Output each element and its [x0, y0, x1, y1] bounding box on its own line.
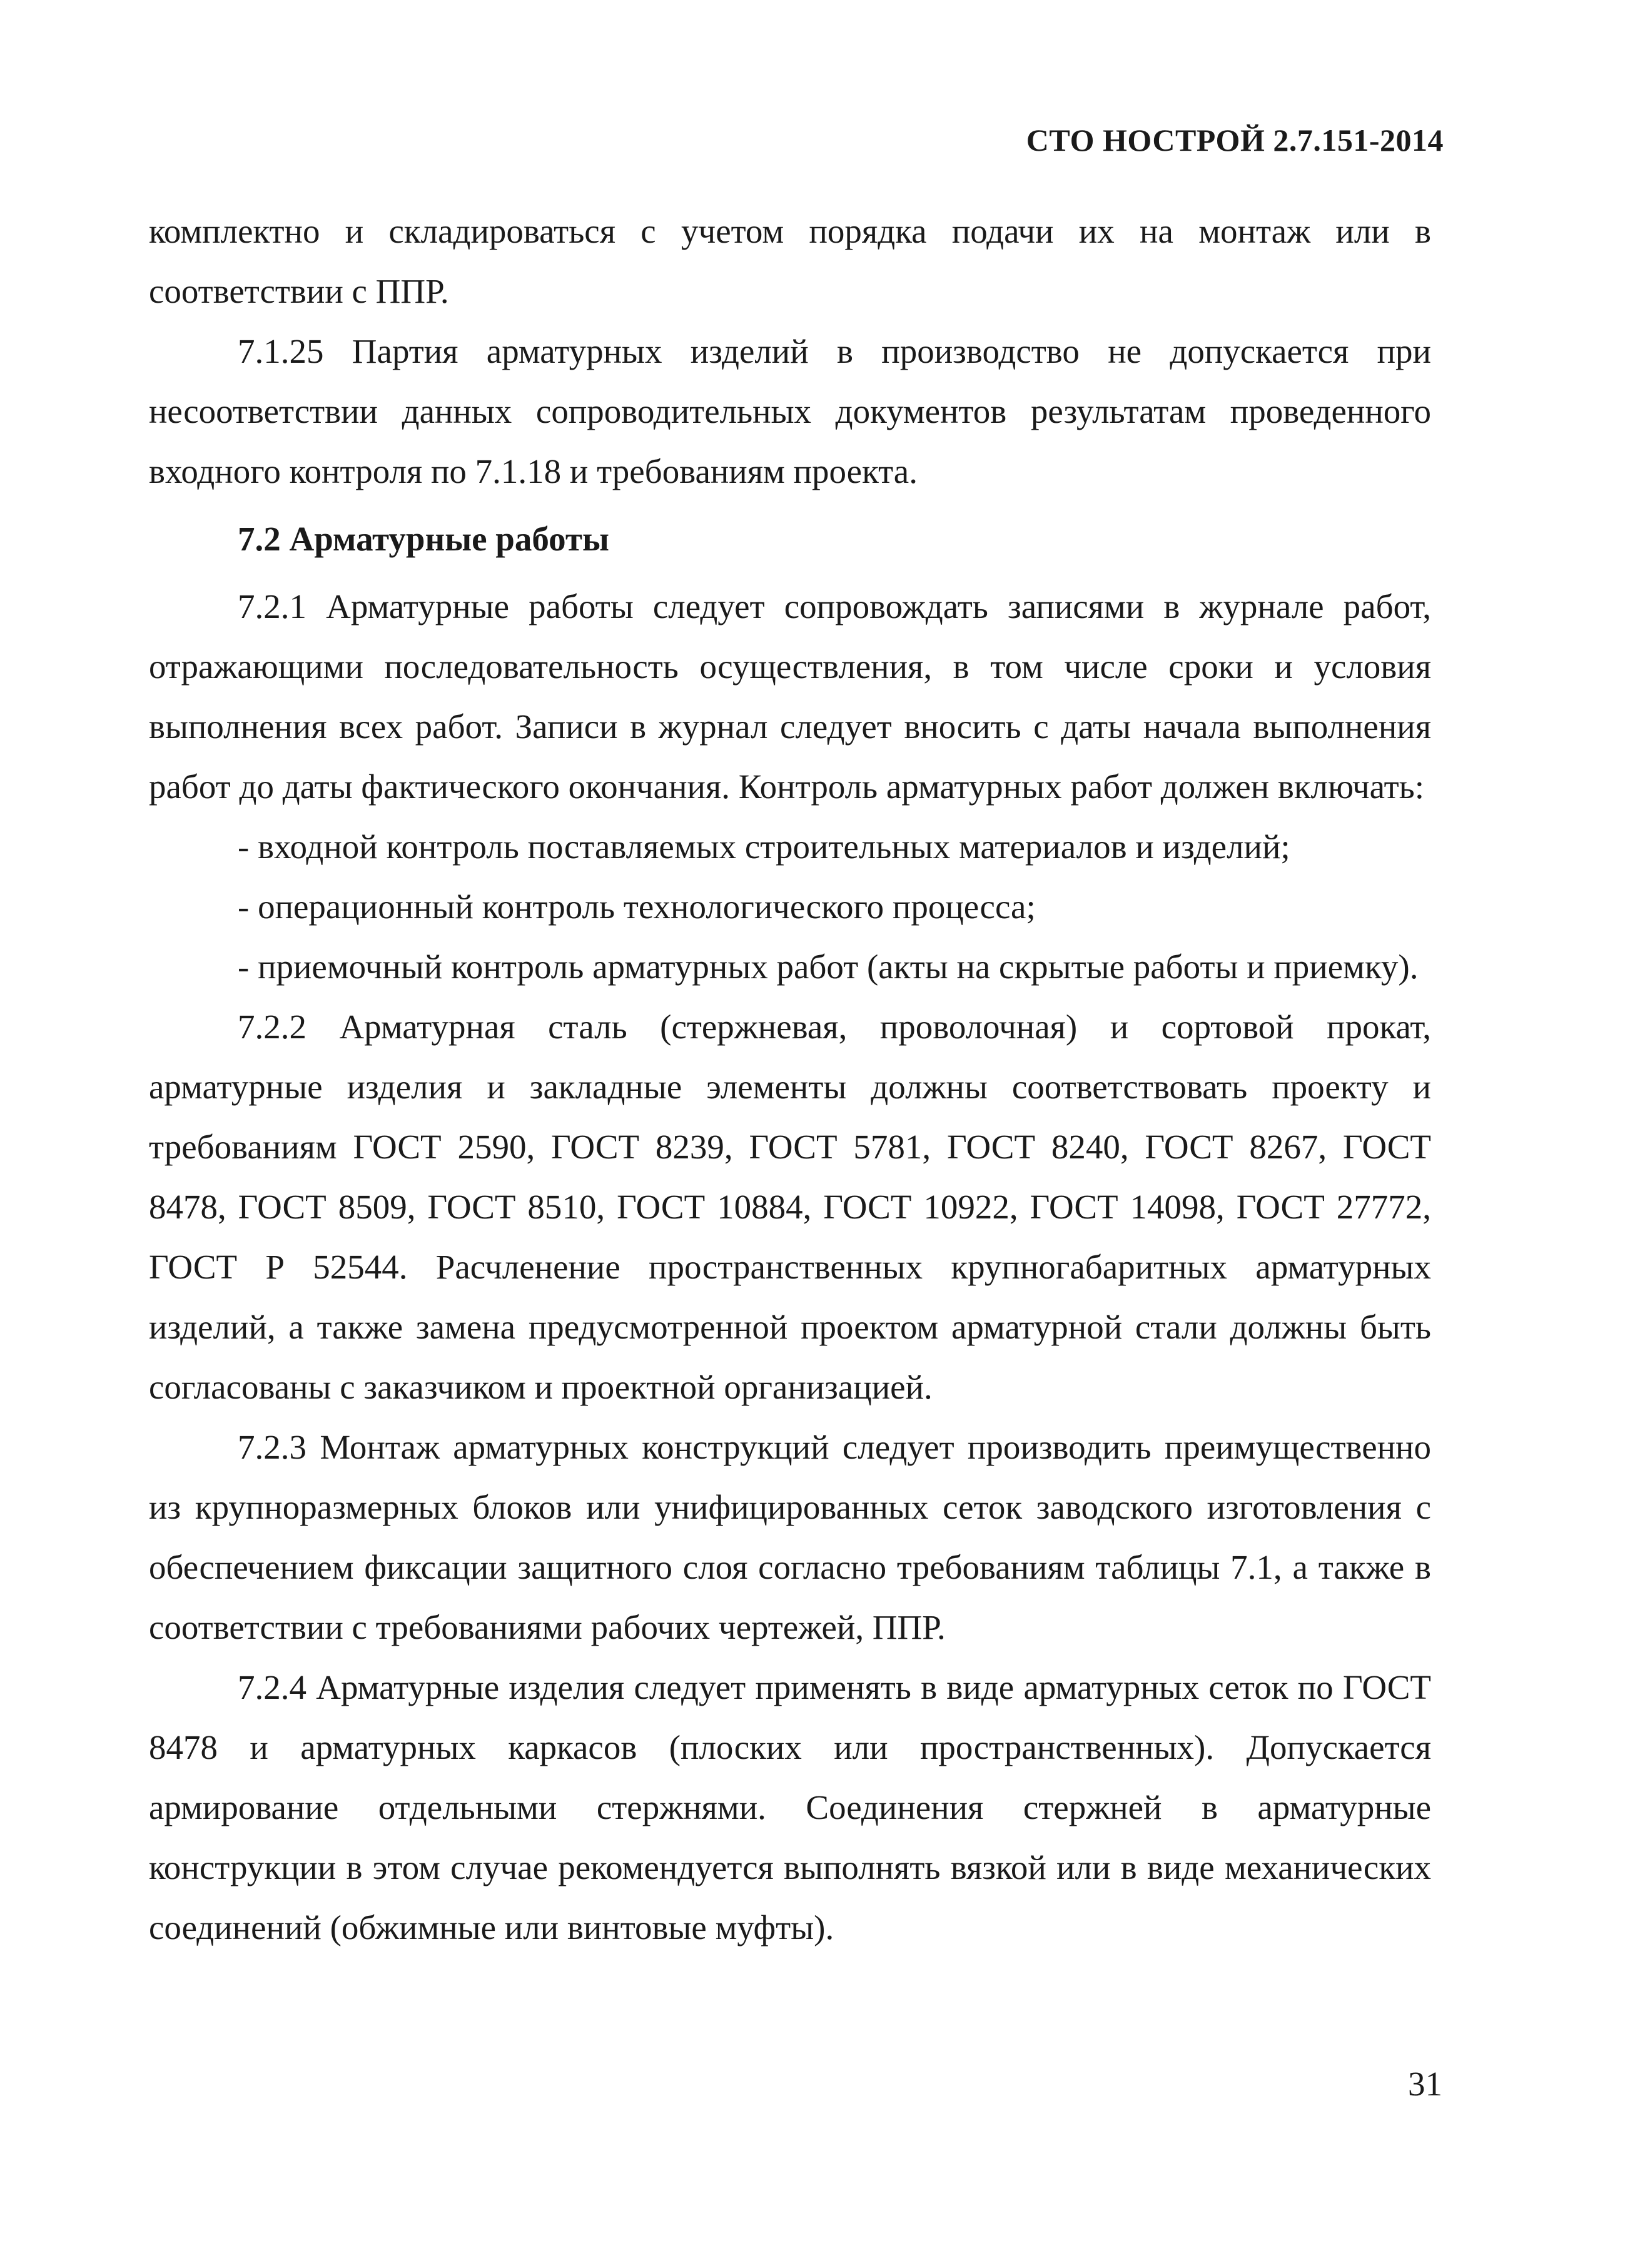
- list-item: - входной контроль поставляемых строительных материалов и изделий;: [238, 828, 1290, 866]
- list-item: - операционный контроль технологического процесса;: [238, 888, 1036, 926]
- paragraph-7-2-1: 7.2.1 Арматурные работы следует сопровождать записями в журнале работ, отражающими последовательность осуществления, в том числе сроки и условия выполнения всех работ. Записи в журнал следует вносить с даты начала выполнения работ до даты фактического окончания. Контроль арматурных работ должен включать:: [149, 587, 1431, 806]
- paragraph-7-2-3: 7.2.3 Монтаж арматурных конструкций следует производить преимущественно из крупноразмерных блоков или унифицированных сеток заводского изготовления с обеспечением фиксации защитного слоя согласно требованиям таблицы 7.1, а также в соответствии с требованиями рабочих чертежей, ППР.: [149, 1428, 1431, 1646]
- section-heading-7-2: 7.2 Арматурные работы: [238, 520, 609, 558]
- page-number: 31: [1408, 2065, 1442, 2103]
- page-body: [149, 201, 1431, 1958]
- paragraph-continuation: комплектно и складироваться с учетом порядка подачи их на монтаж или в соответствии с ППР.: [149, 212, 1431, 310]
- list-item: - приемочный контроль арматурных работ (акты на скрытые работы и приемку).: [238, 948, 1419, 986]
- paragraph-7-2-4: 7.2.4 Арматурные изделия следует применять в виде арматурных сеток по ГОСТ 8478 и арматурных каркасов (плоских или пространственных). Допускается армирование отдельными стержнями. Соединения стержней в арматурные конструкции в этом случае рекомендуется выполнять вязкой или в виде механических соединений (обжимные или винтовые муфты).: [149, 1668, 1431, 1947]
- paragraph-7-1-25: 7.1.25 Партия арматурных изделий в производство не допускается при несоответствии данных сопроводительных документов результатам проведенного входного контроля по 7.1.18 и требованиям проекта.: [149, 332, 1431, 490]
- paragraph-7-2-2: 7.2.2 Арматурная сталь (стержневая, проволочная) и сортовой прокат, арматурные изделия и закладные элементы должны соответствовать проекту и требованиям ГОСТ 2590, ГОСТ 8239, ГОСТ 5781, ГОСТ 8240, ГОСТ 8267, ГОСТ 8478, ГОСТ 8509, ГОСТ 8510, ГОСТ 10884, ГОСТ 10922, ГОСТ 14098, ГОСТ 27772, ГОСТ Р 52544. Расчленение пространственных крупногабаритных арматурных изделий, а также замена предусмотренной проектом арматурной стали должны быть согласованы с заказчиком и проектной организацией.: [149, 1008, 1431, 1406]
- document-code-header: СТО НОСТРОЙ 2.7.151-2014: [1026, 123, 1444, 158]
